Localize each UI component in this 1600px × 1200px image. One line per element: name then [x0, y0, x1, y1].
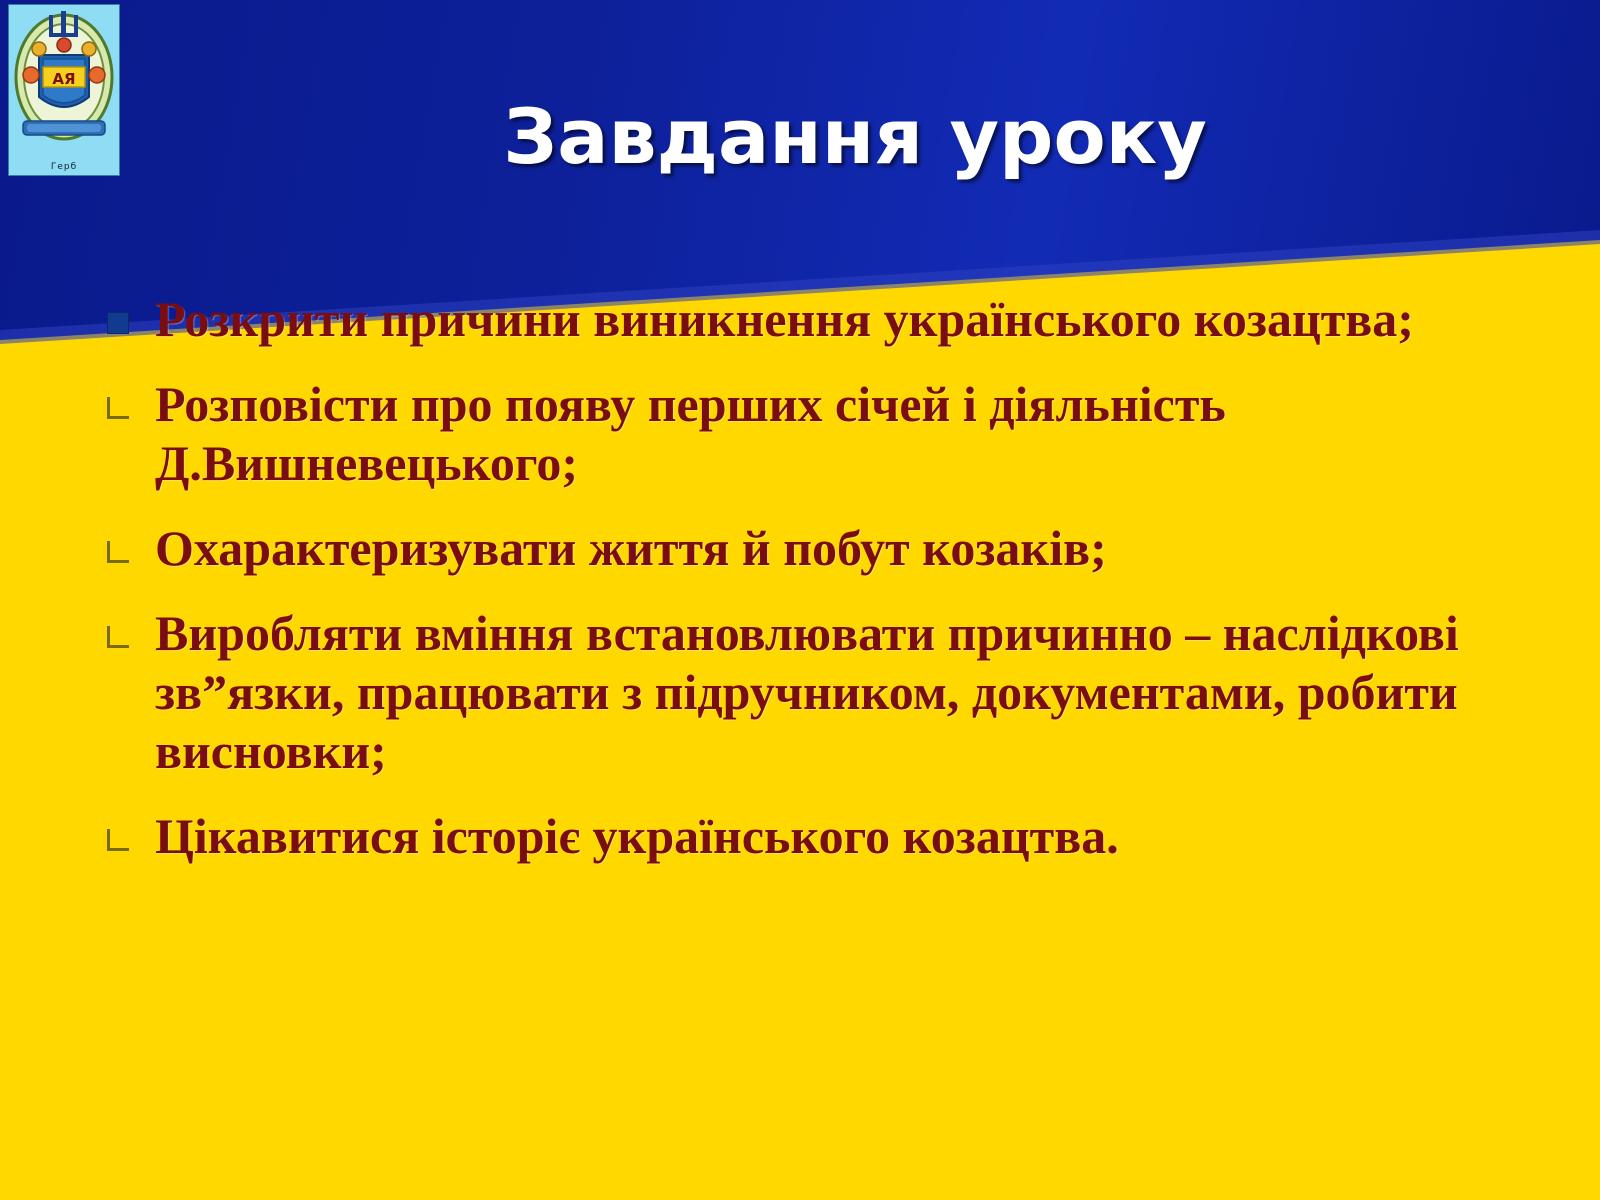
- list-item-text: Виробляти вміння встановлювати причинно – наслідкові зв”язки, працювати з підручником, документами, робити висновки;: [155, 605, 1459, 779]
- open-square-bullet-icon: [107, 829, 129, 851]
- slide-body: [95, 290, 1565, 892]
- list-item: [95, 807, 1565, 866]
- open-square-bullet-icon: [107, 397, 129, 419]
- list-item: [95, 519, 1565, 578]
- open-square-bullet-icon: [107, 541, 129, 563]
- list-item: [95, 375, 1565, 493]
- page-title: Завдання уроку: [503, 92, 1207, 181]
- list-item: [95, 604, 1565, 781]
- list-item-text: Розкрити причини виникнення українського козацтва;: [155, 291, 1414, 347]
- list-item: [95, 290, 1565, 349]
- list-item-text: Охарактеризувати життя й побут козаків;: [155, 520, 1107, 576]
- svg-text:АЯ: АЯ: [52, 70, 76, 88]
- open-square-bullet-icon: [107, 626, 129, 648]
- list-item-text: Цікавитися історіє українського козацтва.: [155, 808, 1119, 864]
- emblem-caption: Герб: [50, 162, 78, 172]
- list-item-text: Розповісти про появу перших січей і діяльність Д.Вишневецького;: [155, 376, 1226, 491]
- objectives-list: [95, 290, 1565, 866]
- filled-square-bullet-icon: [107, 312, 129, 334]
